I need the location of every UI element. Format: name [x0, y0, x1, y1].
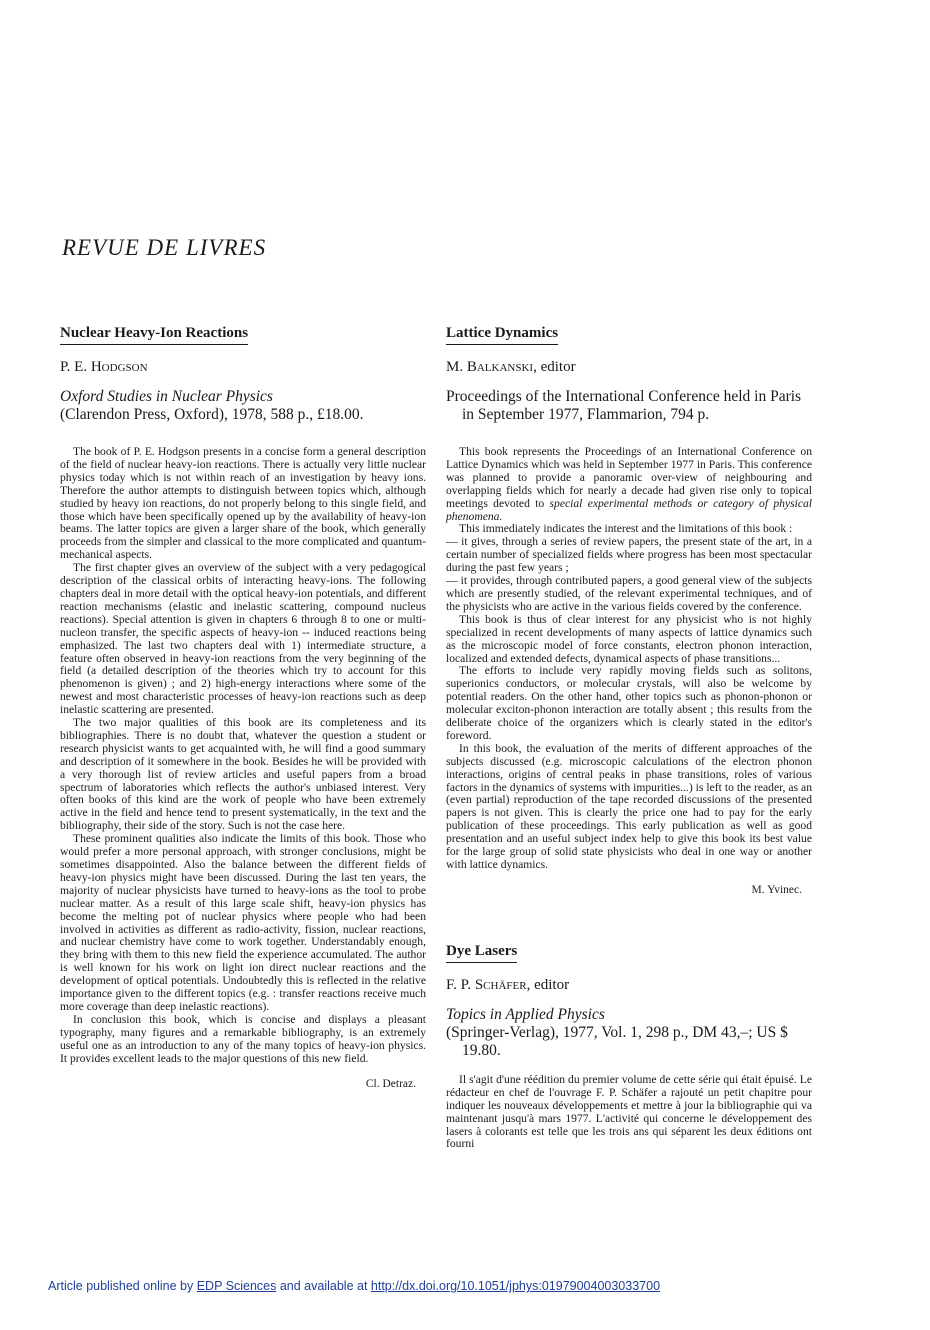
review-body — [60, 446, 426, 1066]
review-author: F. P. Schäfer, editor — [446, 976, 570, 993]
reviewer-signature: M. Yvinec. — [751, 883, 802, 896]
page-title: REVUE DE LIVRES — [62, 235, 267, 261]
review-body — [446, 1074, 812, 1151]
publication-footer: Article published online by EDP Sciences and available at http://dx.doi.org/10.1051/jphys:01979004003033700 — [48, 1279, 661, 1293]
paragraph: — it provides, through contributed papers, a good general view of the subjects which are presently studied, of the relevant experimental techniques, and of the physicists who are active in the various fields covered by the conference. — [446, 574, 812, 613]
review-author: P. E. Hodgson — [60, 359, 148, 375]
paragraph: The efforts to include very rapidly moving fields such as solitons, superionics conductors, or molecular crystals, will also be welcome by potential readers. On the other hand, other topics such as phonon-phonon or molecular exciton-phonon interaction are totally absent ; this results from the deliberate choice of the organizers which is clearly stated in the editor's foreword. — [446, 664, 812, 742]
paragraph: The two major qualities of this book are its completeness and its bibliographies. There is no doubt that, whatever the question a student or research physicist wants to get acquainted with, he will find a good summary and description of it somewhere in the book. Besides he will be provided with a very thorough list of review articles and useful papers from a broad spectrum of laboratories which reflects the author's unbiased interest. Very often books of this kind are the work of people who have been extremely active in the field and hence tend to present systematically, in the text and the bibliography, their side of the story. Such is not the case here. — [60, 716, 426, 833]
review-lattice-dynamics — [446, 324, 812, 1151]
publication-series: Oxford Studies in Nuclear Physics — [60, 388, 273, 405]
paragraph: This book represents the Proceedings of an International Conference on Lattice Dynamics which was held in September 1977 in Paris. This conference was planned to provide a panoramic over-view of neighbouring and overlapping fields which for nearly a decade had given rise only to topical meetings devoted to special experimental methods or category of physical phenomena. — [446, 445, 812, 523]
review-title: Nuclear Heavy-Ion Reactions — [60, 325, 248, 345]
paragraph: Il s'agit d'une réédition du premier volume de cette série qui était épuisé. Le rédacteur en chef de l'ouvrage F. P. Schäfer a rajouté un petit chapitre pour indiquer les nouveaux développements et mettre à jour la bibliographie qui va maintenant jusqu'à mars 1977. L'activité qui concerne le développement des lasers à colorants est telle que les trois ans qui séparent les deux éditions ont fourni — [446, 1072, 812, 1151]
reviewer-signature: Cl. Detraz. — [365, 1077, 416, 1090]
paragraph: This immediately indicates the interest and the limitations of this book : — [459, 522, 793, 536]
review-title: Lattice Dynamics — [446, 325, 558, 345]
paragraph: In conclusion this book, which is concise and displays a pleasant typography, many figures and a remarkable bibliography, is an extremely useful one as an introduction to any of the many topics of heavy-ion physics. It provides excellent leads to the major questions of this new field. — [60, 1012, 426, 1065]
publication-details: (Clarendon Press, Oxford), 1978, 588 p., £18.00. — [60, 406, 364, 423]
doi-link[interactable]: http://dx.doi.org/10.1051/jphys:01979004003033700 — [370, 1279, 661, 1293]
review-author: M. Balkanski, editor — [446, 359, 576, 375]
paragraph: The first chapter gives an overview of the subject with a very pedagogical description of the classical orbits of interacting heavy-ions. The following chapters deal in more detail with the optical heavy-ion potentials, and different reaction mechanisms (elastic and inelastic scattering, compound nucleus reactions). Special attention is given in chapters 6 through 8 to one or multi-nucleon transfer, the specific aspects of heavy-ion -- induced reactions being emphasized. The last two chapters deal with 1) intermediate structure, a feature often observed in heavy-ion reactions from the very beginning of the field (a detailed description of the theories which try to account for this phenomenon is given) ; and 2) high-energy interactions where some of the newest and most characteristic processes of heavy-ion reactions such as deep inelastic scattering are presented. — [60, 561, 426, 717]
paragraph: In this book, the evaluation of the merits of different approaches of the subjects discussed (e.g. microscopic calculations of the electron phonon interactions, origins of central peaks in phase transitions, roles of various factors in the dynamics of systems with impurities...) is left to the reader, as an (even partial) reproduction of the tape recorded discussions of the presented papers is not given. This is clearly the price one had to pay for the early publication of these proceedings. This early publication as well as good presentation and an useful subject index help to give this book its best value for the large group of solid state physicists who deal in one way or another with lattice dynamics. — [446, 741, 812, 871]
review-nuclear-heavy-ion — [60, 324, 426, 1090]
review-body — [446, 446, 812, 872]
review-title: Dye Lasers — [446, 943, 517, 963]
review-dye-lasers — [446, 942, 812, 1151]
publication-details: Proceedings of the International Conference held in Paris in September 1977, Flammarion, 794 p. — [446, 388, 802, 423]
paragraph: The book of P. E. Hodgson presents in a concise form a general description of the field of nuclear heavy-ion reactions. There is actually very little nuclear physics today which is not within reach of an investigation by heavy ions. Therefore the author attempts to distinguish between topics which, although studied by heavy ion reactions, do not properly belong to this single field, and those which have been specifically opened up by the availability of heavy-ion beams. The latter topics are given a larger share of the book, which generally proceeds from the simpler and classical to the more complicated and quantum-mechanical aspects. — [60, 445, 426, 562]
paragraph: — it gives, through a series of review papers, the present state of the art, in a certain number of specialized fields where progress has been most spectacular during the past few years ; — [446, 535, 812, 575]
paragraph: These prominent qualities also indicate the limits of this book. Those who would prefer a more personal approach, with stronger conclusions, might be sometimes disappointed. Also the balance between the different fields of heavy-ion physics might have been discussed. During the last ten years, the majority of nuclear physicists have turned to heavy-ions as the tool to probe nuclear matter. As a result of this large scale shift, heavy-ion physics has become the melting pot of nuclear physics where people who had been involved in activities as different as radio-activity, fission, nuclear reactions, and nuclear chemistry have come to work together. Understandably enough, they bring with them to this new field the experience accumulated. The author is well known for his work on light ion direct nuclear reactions and the development of optical potentials. Undoubtedly this is reflected in the relative importance given to the different topics (e.g. : transfer reactions receive much more coverage than deep inelastic reactions). — [60, 832, 426, 1013]
publication-series: Topics in Applied Physics — [446, 1005, 605, 1023]
publication-details: (Springer-Verlag), 1977, Vol. 1, 298 p., DM 43,–; US $ 19.80. — [446, 1023, 788, 1059]
paragraph: This book is thus of clear interest for any physicist who is not highly specialized in recent developments of many aspects of lattice dynamics such as the microscopic model of force constants, electron phonon interaction, localized and extended defects, dynamical aspects of phase transitions... — [446, 612, 812, 665]
edp-sciences-link[interactable]: EDP Sciences — [196, 1279, 277, 1293]
